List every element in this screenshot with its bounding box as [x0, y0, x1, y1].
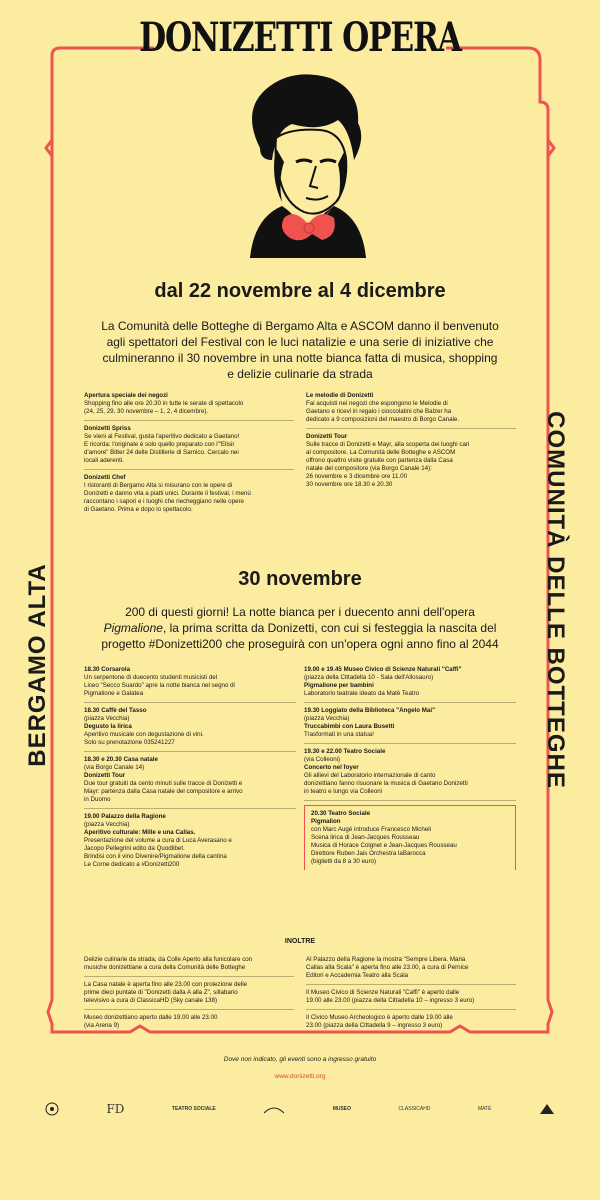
event-text: Due tour gratuiti da cento minuti sulle tracce di Donizetti e [84, 780, 243, 787]
event-item [84, 707, 296, 752]
event-text: offrono quattro visite gratuite con partenza dalla Casa [306, 457, 453, 464]
event-text: Solo su prenotazione 035241227 [84, 739, 175, 746]
event-title: 18.30 Corsarola [84, 666, 131, 673]
event-text: Gaetano e ricevi in regalo i cioccolatini che Balzer ha [306, 408, 452, 415]
event-text: (biglietti da 8 a 30 euro) [311, 858, 377, 865]
intro-paragraph: La Comunità delle Botteghe di Bergamo Alta e ASCOM danno il benvenuto agli spettatori del Festival con le luci natalizie e una serie di iniziative che culmineranno il 30 novembre in una notte bianca fatta di musica, shopping e delizie culinarie da strada [101, 319, 499, 381]
logo-classicahd [399, 1106, 431, 1112]
logo-text: MUSEO [332, 1106, 352, 1112]
donizetti-portrait-illustration [220, 68, 380, 258]
event-text: (24, 25, 29, 30 novembre – 1, 2, 4 dicembre). [84, 408, 209, 415]
event-text: con Marc Augé introduce Francesco Micheli [311, 826, 432, 833]
side-label-left: BERGAMO ALTA [24, 563, 51, 767]
logo-graphic [263, 1103, 285, 1115]
info-text: musiche donizettiane a cura della Comunità delle Botteghe [84, 964, 246, 971]
logo-teatro-sociale [172, 1106, 216, 1112]
logo-museo [333, 1106, 351, 1112]
event-text: in teatro e lungo via Colleoni [304, 788, 383, 795]
event-text: d'amore" Bitter 24 delle Distillerie di Sarnico. Cercalo nei [84, 449, 239, 456]
date-heading: dal 22 novembre al 4 dicembre [154, 280, 446, 302]
info-text: Al Palazzo della Ragione la mostra "Sempre Libera. Maria [306, 956, 466, 963]
event-text: raccontano i sapori e i luoghi che riecheggiano nelle opere [84, 498, 244, 505]
info-text: Il Civico Museo Archeologico è aperto dalle 19.00 alle [306, 1014, 453, 1021]
logo-text: FD [106, 1102, 125, 1116]
event-title: 18.30 Caffè del Tasso [84, 707, 147, 714]
event-title: 19.30 Loggiato della Biblioteca "Angelo Mai" [304, 707, 436, 714]
info-item [306, 989, 516, 1010]
event-title: Donizetti Spriss [84, 425, 131, 432]
event-text: Brindisi con il vino Divenire/Pigmalione della cantina [84, 853, 227, 860]
info-text: La Casa natale è aperta fino alle 23.00 con proiezione delle [84, 981, 248, 988]
info-item [84, 981, 294, 1010]
section-events-nov30 [84, 666, 516, 877]
event-text: Direttore Ruben Jais Orchestra laBarocca [311, 850, 426, 857]
inoltre-heading: INOLTRE [284, 938, 316, 945]
events-column-right [306, 392, 516, 522]
side-label-right: COMUNITÀ DELLE BOTTEGHE [542, 411, 569, 789]
event-text: Laboratorio teatrale ideato da Matè Teatro [304, 690, 420, 697]
event-text: (piazza Vecchia) [84, 715, 130, 722]
event-item [304, 707, 516, 744]
event-text: Presentazione del volume a cura di Luca Averasano e [84, 837, 232, 844]
event-text: Gli allievi del Laboratorio internazionale di canto [304, 772, 436, 779]
info-item [306, 1014, 516, 1034]
info-text: Callas alla Scala" è aperta fino alle 23.00, a cura di Pernice [306, 964, 469, 971]
info-text: Delizie culinarie da strada, da Colle Aperto alla funicolare con [84, 956, 253, 963]
logo-fd [106, 1102, 124, 1116]
event-text: (via Borgo Canale 14) [84, 764, 145, 771]
section-events-period [84, 392, 516, 522]
nov30-heading: 30 novembre [238, 568, 362, 590]
info-text: 23.00 (piazza della Cittadella 9 – ingresso 3 euro) [306, 1022, 443, 1029]
event-title: 19.30 e 22.00 Teatro Sociale [304, 748, 386, 755]
event-text: Mayr: partenza dalla Casa natale del compositore e arrivo [84, 788, 243, 795]
event-text: 30 novembre ore 18.30 e 20.30 [306, 481, 393, 488]
event-text: locali aderenti. [84, 457, 124, 464]
info-item [84, 956, 294, 977]
footnote: Dove non indicato, gli eventi sono a ingresso gratuito [223, 1056, 377, 1063]
event-text: in Duomo [84, 796, 111, 803]
event-item [84, 666, 296, 703]
event-item [304, 666, 516, 703]
event-text: dedicato a 9 composizioni del maestro di Borgo Canale. [306, 416, 460, 423]
highlight-event-box [304, 805, 516, 870]
events-column-left [84, 392, 294, 522]
event-item [84, 474, 294, 518]
event-text: (piazza della Cittadella 10 - Sala dell'Allosauro) [304, 674, 434, 681]
event-subtitle: Donizetti Tour [84, 772, 126, 779]
event-text: Pigmalione e Galatea [84, 690, 144, 697]
event-item [306, 433, 516, 493]
event-title: Donizetti Chef [84, 474, 126, 481]
event-text: 26 novembre e 3 dicembre ore 11.00 [306, 473, 408, 480]
event-text: Se vieni al Festival, gusta l'aperitivo dedicato a Gaetano! [84, 433, 240, 440]
events-column-right [304, 666, 516, 877]
info-text: televisivo a cura di ClassicaHD (Sky canale 138) [84, 997, 218, 1004]
event-title: 19.00 e 19.45 Museo Civico di Scienze Naturali "Caffi" [304, 666, 462, 673]
event-title: Apertura speciale dei negozi [84, 392, 168, 399]
event-text: Donizetti e danno vita a piatti unici. Durante il festival, i menù [84, 490, 251, 497]
event-title: 20.30 Teatro Sociale [311, 810, 371, 817]
event-item [84, 813, 296, 873]
sponsor-logos-row [45, 1092, 555, 1126]
section-inoltre [84, 956, 516, 1038]
event-text: Le Corne dedicato a #Donizetti200 [84, 861, 180, 868]
event-text: Jacopo Pellegrini edito da Quodlibet. [84, 845, 185, 852]
event-text: Aperitivo musicale con degustazione di vini. [84, 731, 204, 738]
event-text: Trasformati in una statua! [304, 731, 374, 738]
logo-triangle [539, 1103, 555, 1115]
event-title: 18.30 e 20.30 Casa natale [84, 756, 158, 763]
events-column-left [84, 666, 296, 877]
poster-title: DONIZETTI OPERA [139, 14, 461, 61]
event-text: donizettiano fanno risuonare la musica di Gaetano Donizetti [304, 780, 468, 787]
inoltre-column-left [84, 956, 294, 1038]
logo-text: MATÈ [477, 1106, 492, 1112]
event-item [84, 425, 294, 470]
event-subtitle: Aperitivo culturale: Mille e una Callas. [84, 829, 196, 836]
event-subtitle: Concerto nel foyer [304, 764, 359, 771]
event-title: Donizetti Tour [306, 433, 348, 440]
info-text: 19.00 alle 23.00 (piazza della Cittadella 10 – ingresso 3 euro) [306, 997, 475, 1004]
logo-text: TEATRO SOCIALE [171, 1106, 216, 1112]
event-item [304, 748, 516, 801]
event-title: Le melodie di Donizetti [306, 392, 374, 399]
nov30-intro-title: Pigmalione [103, 621, 163, 635]
info-text: Editori e Accademia Teatro alla Scala [306, 972, 409, 979]
info-text: (via Arena 9) [84, 1022, 120, 1029]
event-text: (piazza Vecchia) [84, 821, 130, 828]
website-link[interactable]: www.donizetti.org [274, 1073, 326, 1080]
info-item [84, 1014, 294, 1034]
info-text: Museo donizettiano aperto dalle 19.00 alle 23.00 [84, 1014, 218, 1021]
event-text: Scena lirica di Jean-Jacques Rousseau [311, 834, 420, 841]
event-text: Shopping fino alle ore 20.30 in tutte le serate di spettacolo [84, 400, 244, 407]
event-text: Liceo "Secco Suardo" apre la notte bianca nel segno di [84, 682, 235, 689]
event-text: natale del compositore (via Borgo Canale 14): [306, 465, 432, 472]
event-text: al compositore. La Comunità delle Botteghe e ASCOM [306, 449, 456, 456]
nov30-intro [100, 604, 500, 652]
info-text: Il Museo Civico di Scienze Naturali "Caffi" è aperto dalle [306, 989, 460, 996]
event-text: di Gaetano. Prima e dopo lo spettacolo. [84, 506, 193, 513]
event-subtitle: Pigmalione per bambini [304, 682, 374, 689]
event-subtitle: Degusto la lirica [84, 723, 132, 730]
event-item [84, 392, 294, 421]
nov30-intro-part: , la prima scritta da Donizetti, con cui si festeggia la nascita del progetto #Donizetti200 che proseguirà con un'opera ogni anno fino al 2044 [101, 621, 499, 651]
info-text: prime dieci puntate di "Donizetti dalla A alla Z", sillabario [84, 989, 238, 996]
info-item [306, 956, 516, 985]
event-text: Musica di Horace Coignet e Jean-Jacques Rousseau [311, 842, 457, 849]
event-text: (via Colleoni) [304, 756, 341, 763]
event-text: (piazza Vecchia) [304, 715, 350, 722]
event-text: Fai acquisti nei negozi che espongono le Melodie di [306, 400, 448, 407]
event-item [84, 756, 296, 809]
logo-seal [45, 1102, 59, 1116]
event-title: 19.00 Palazzo della Ragione [84, 813, 166, 820]
nov30-intro-part: 200 di questi giorni! La notte bianca per i duecento anni dell'opera [125, 605, 475, 619]
event-subtitle: Pigmalion [311, 818, 341, 825]
event-text: I ristoranti di Bergamo Alta si misurano con le opere di [84, 482, 233, 489]
logo-text: CLASSICAHD [398, 1106, 431, 1112]
event-item [306, 392, 516, 429]
event-text: Sulle tracce di Donizetti e Mayr, alla scoperta dei luoghi cari [306, 441, 470, 448]
inoltre-column-right [306, 956, 516, 1038]
event-text: Un serpentone di duecento studenti musicisti del [84, 674, 218, 681]
logo-mate [478, 1106, 492, 1112]
event-subtitle: Truccabimbi con Laura Busetti [304, 723, 395, 730]
event-text: E ricorda: l'originale è solo quello preparato con l'"Elisir [84, 441, 235, 448]
